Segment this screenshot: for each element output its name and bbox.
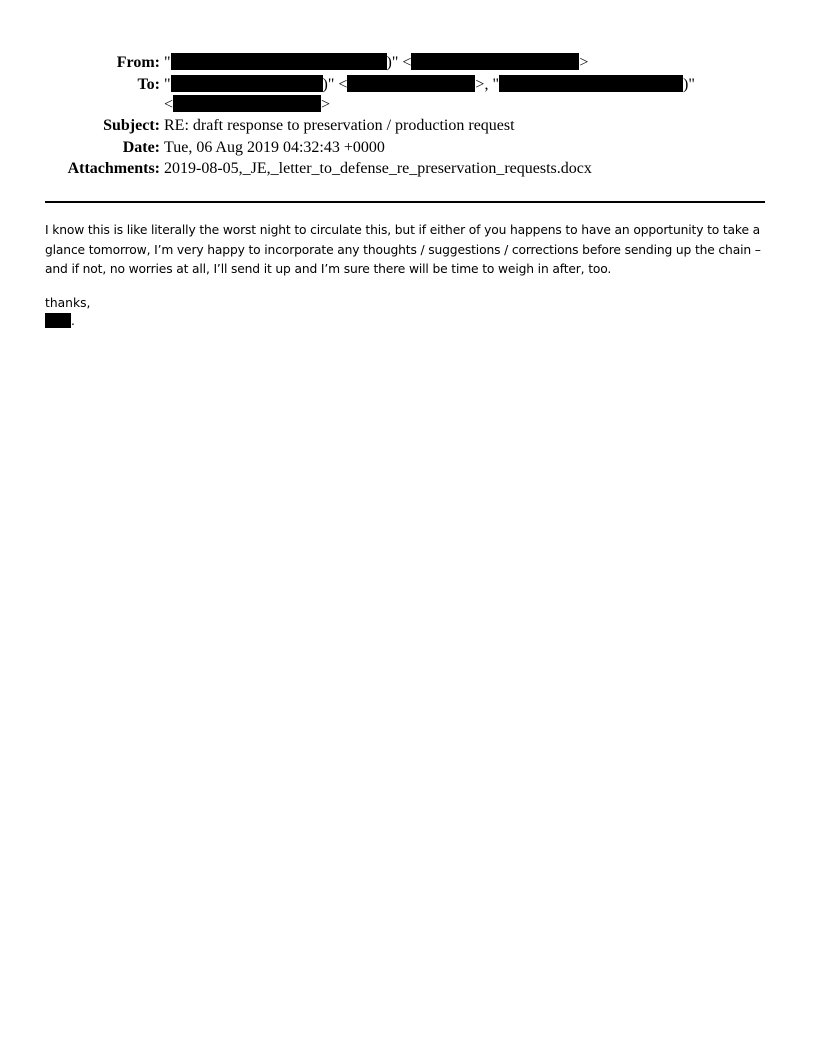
redacted-sender-name [171, 53, 387, 70]
from-label: From: [116, 54, 160, 71]
subject-value: RE: draft response to preservation / production request [164, 117, 515, 134]
redacted-recipient-1-email [347, 75, 475, 92]
subject-row [0, 115, 816, 136]
signature [45, 313, 75, 329]
from-close-angle: > [579, 54, 589, 71]
from-row [0, 52, 816, 73]
email-body [45, 221, 770, 280]
redacted-recipient-1-name [171, 75, 323, 92]
date-row [0, 137, 816, 158]
to-row-continued [0, 94, 816, 115]
to-close-angle: > [321, 96, 331, 113]
header-divider [45, 201, 765, 203]
to-separator-2: >, " [475, 76, 499, 93]
date-label: Date: [122, 139, 160, 156]
to-open-quote: " [164, 76, 171, 93]
to-value-continued [164, 94, 330, 115]
from-separator: )" < [386, 54, 412, 71]
from-open-quote: " [164, 54, 171, 71]
signature-period: . [71, 314, 75, 328]
to-value [164, 74, 695, 95]
to-separator-1: )" < [322, 76, 348, 93]
body-paragraph: I know this is like literally the worst night to circulate this, but if either of you happens to have an opportunity to take a glance tomorrow, I’m very happy to incorporate any thoughts / suggestions / corrections before sending up the chain – and if not, no worries at all, I’ll send it up and I’m sure there will be time to weigh in after, too. [45, 223, 761, 276]
subject-label: Subject: [103, 117, 160, 134]
signoff: thanks, [45, 296, 91, 310]
attachment-filename: 2019-08-05,_JE,_letter_to_defense_re_preservation_requests.docx [164, 160, 592, 177]
attachments-label: Attachments: [67, 160, 160, 177]
redacted-recipient-2-email [173, 95, 321, 112]
from-value [164, 52, 588, 73]
redacted-recipient-2-name [499, 75, 683, 92]
redacted-sender-email [411, 53, 579, 70]
to-row [0, 74, 816, 95]
to-label: To: [137, 76, 160, 93]
redacted-signature [45, 313, 71, 328]
to-open-angle: < [164, 96, 174, 113]
attachments-row [0, 158, 816, 179]
date-value: Tue, 06 Aug 2019 04:32:43 +0000 [164, 139, 385, 156]
to-separator-3: )" [682, 76, 695, 93]
